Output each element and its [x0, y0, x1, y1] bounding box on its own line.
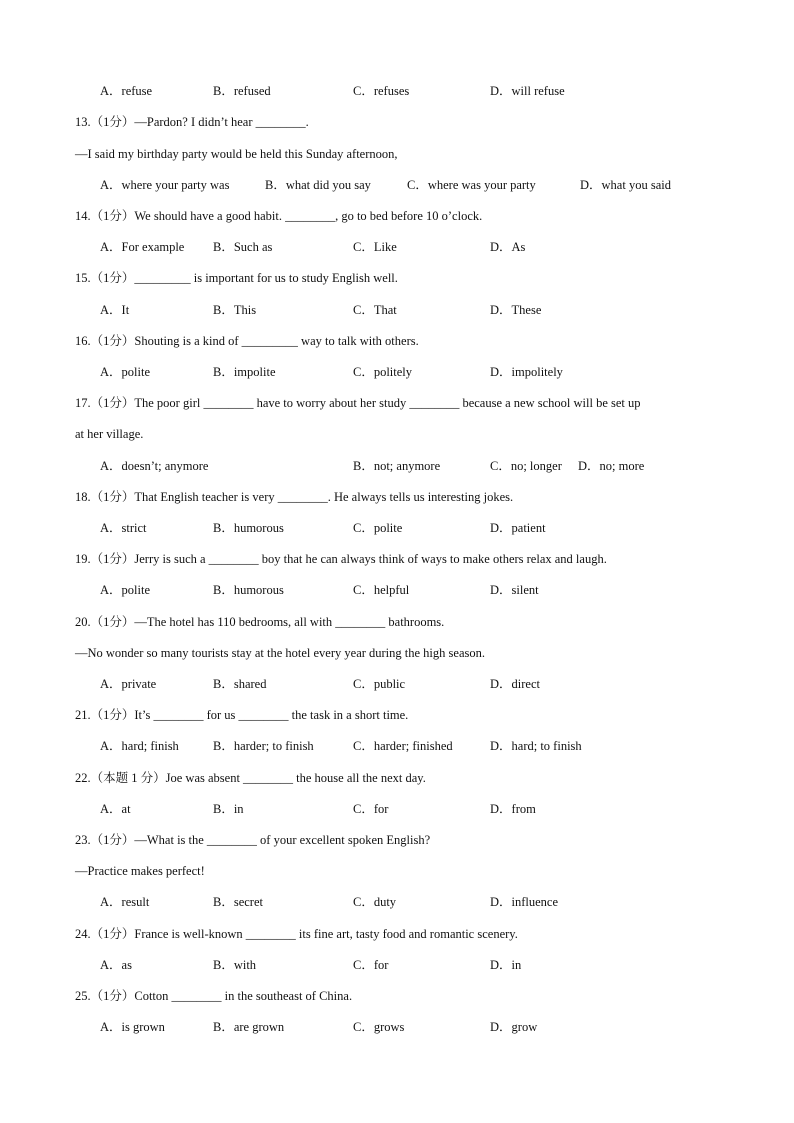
q24-stem: 24.（1分）France is well-known ________ its fine art, tasty food and romantic scenery. — [75, 927, 518, 941]
q21-stem: 21.（1分）It’s ________ for us ________ the task in a short time. — [75, 708, 409, 722]
q12-option-c: C．refuses — [353, 84, 410, 98]
q13-option-d: D．what you said — [580, 178, 671, 192]
q25-stem: 25.（1分）Cotton ________ in the southeast of China. — [75, 989, 353, 1003]
q12-option-b: B．refused — [213, 84, 271, 98]
q22-option-b: B．in — [213, 802, 244, 816]
q18-option-c: C．polite — [353, 521, 403, 535]
q20-option-a: A．private — [100, 677, 157, 691]
q15-option-d: D．These — [490, 303, 542, 317]
q23-stem-line2: —Practice makes perfect! — [75, 864, 205, 878]
q15-option-a: A．It — [100, 303, 130, 317]
q14-stem: 14.（1分）We should have a good habit. ________, go to bed before 10 o’clock. — [75, 209, 483, 223]
q24-option-b: B．with — [213, 958, 257, 972]
q15-stem: 15.（1分）_________ is important for us to study English well. — [75, 271, 398, 285]
q16-option-c: C．politely — [353, 365, 413, 379]
q25-option-a: A．is grown — [100, 1020, 165, 1034]
q18-option-d: D．patient — [490, 521, 546, 535]
q12-option-d: D．will refuse — [490, 84, 565, 98]
q17-option-c: C．no; longer — [490, 459, 562, 473]
q18-stem: 18.（1分）That English teacher is very ________. He always tells us interesting jokes. — [75, 490, 514, 504]
q17-option-b: B．not; anymore — [353, 459, 441, 473]
q24-option-c: C．for — [353, 958, 389, 972]
q20-option-d: D．direct — [490, 677, 540, 691]
q21-option-b: B．harder; to finish — [213, 739, 314, 753]
q21-option-a: A．hard; finish — [100, 739, 179, 753]
q13-stem: 13.（1分）—Pardon? I didn’t hear ________. — [75, 115, 309, 129]
q13-option-b: B．what did you say — [265, 178, 371, 192]
q20-option-c: C．public — [353, 677, 406, 691]
q18-option-b: B．humorous — [213, 521, 284, 535]
q15-option-c: C．That — [353, 303, 397, 317]
q20-stem-line2: —No wonder so many tourists stay at the hotel every year during the high season. — [75, 646, 485, 660]
q15-option-b: B．This — [213, 303, 257, 317]
q24-option-d: D．in — [490, 958, 522, 972]
q23-option-b: B．secret — [213, 895, 263, 909]
q21-option-d: D．hard; to finish — [490, 739, 582, 753]
q12-option-a: A．refuse — [100, 84, 153, 98]
q22-option-c: C．for — [353, 802, 389, 816]
q19-option-d: D．silent — [490, 583, 539, 597]
q13-option-c: C．where was your party — [407, 178, 536, 192]
q20-stem: 20.（1分）—The hotel has 110 bedrooms, all with ________ bathrooms. — [75, 615, 445, 629]
q16-option-a: A．polite — [100, 365, 150, 379]
q13-option-a: A．where your party was — [100, 178, 230, 192]
q19-option-a: A．polite — [100, 583, 150, 597]
q21-option-c: C．harder; finished — [353, 739, 453, 753]
q16-option-d: D．impolitely — [490, 365, 563, 379]
q23-option-a: A．result — [100, 895, 150, 909]
q19-option-b: B．humorous — [213, 583, 284, 597]
q14-option-d: D．As — [490, 240, 526, 254]
q16-option-b: B．impolite — [213, 365, 276, 379]
q22-option-d: D．from — [490, 802, 536, 816]
q17-stem-line2: at her village. — [75, 427, 144, 441]
q14-option-b: B．Such as — [213, 240, 273, 254]
q18-option-a: A．strict — [100, 521, 147, 535]
q19-option-c: C．helpful — [353, 583, 410, 597]
q23-option-c: C．duty — [353, 895, 397, 909]
q25-option-c: C．grows — [353, 1020, 405, 1034]
q24-option-a: A．as — [100, 958, 132, 972]
q14-option-a: A．For example — [100, 240, 185, 254]
q22-option-a: A．at — [100, 802, 131, 816]
q14-option-c: C．Like — [353, 240, 397, 254]
q25-option-b: B．are grown — [213, 1020, 285, 1034]
q17-option-a: A．doesn’t; anymore — [100, 459, 209, 473]
q20-option-b: B．shared — [213, 677, 267, 691]
q23-option-d: D．influence — [490, 895, 559, 909]
q19-stem: 19.（1分）Jerry is such a ________ boy that he can always think of ways to make others relax and laugh. — [75, 552, 607, 566]
q17-option-d: D．no; more — [578, 459, 645, 473]
q25-option-d: D．grow — [490, 1020, 538, 1034]
q23-stem: 23.（1分）—What is the ________ of your excellent spoken English? — [75, 833, 431, 847]
q22-stem: 22.（本题 1 分）Joe was absent ________ the house all the next day. — [75, 771, 426, 785]
q13-stem-line2: —I said my birthday party would be held this Sunday afternoon, — [75, 147, 398, 161]
q16-stem: 16.（1分）Shouting is a kind of _________ way to talk with others. — [75, 334, 419, 348]
q17-stem: 17.（1分）The poor girl ________ have to worry about her study ________ because a new school will be set up — [75, 396, 641, 410]
